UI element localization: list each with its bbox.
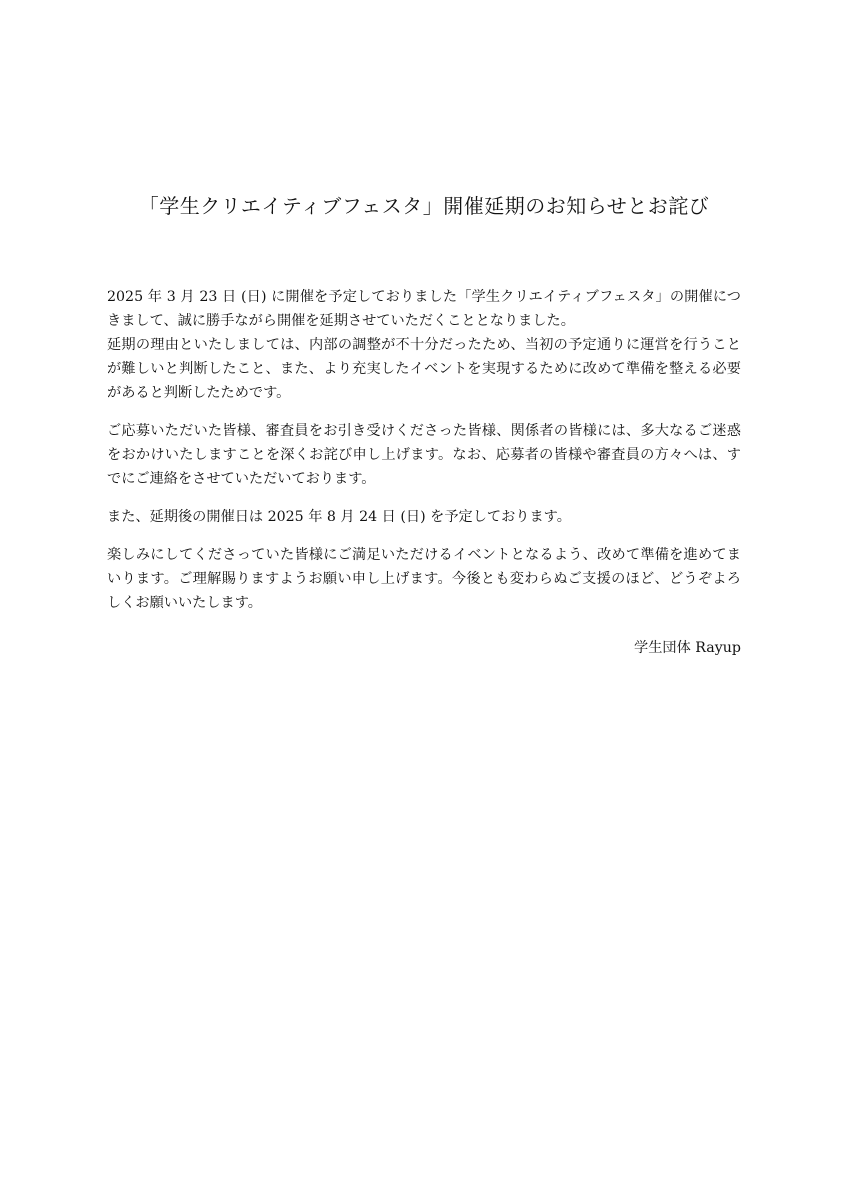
paragraph-new-date: また、延期後の開催日は 2025 年 8 月 24 日 (日) を予定しております。 [107, 509, 571, 525]
document-title: 「学生クリエイティブフェスタ」開催延期のお知らせとお詫び [138, 194, 710, 218]
paragraph-closing: 楽しみにしてくださっていた皆様にご満足いただけるイベントとなるよう、改めて準備を進めてまいります。ご理解賜りますようお願い申し上げます。今後とも変わらぬご支援のほど、どうぞよろしくお願いいたします。 [107, 547, 741, 611]
paragraph-reason: 延期の理由といたしましては、内部の調整が不十分だったため、当初の予定通りに運営を行うことが難しいと判断したこと、また、より充実したイベントを実現するために改めて準備を整える必要があると判断したためです。 [107, 337, 741, 401]
paragraph-announcement: 2025 年 3 月 23 日 (日) に開催を予定しておりました「学生クリエイティブフェスタ」の開催につきまして、誠に勝手ながら開催を延期させていただくこととなりました。 [107, 289, 741, 329]
signature: 学生団体 Rayup [634, 640, 741, 656]
paragraph-apology: ご応募いただいた皆様、審査員をお引き受けくださった皆様、関係者の皆様には、多大なるご迷惑をおかけいたしますことを深くお詫び申し上げます。なお、応募者の皆様や審査員の方々へは、すでにご連絡をさせていただいております。 [107, 423, 741, 487]
document-body [107, 285, 741, 629]
